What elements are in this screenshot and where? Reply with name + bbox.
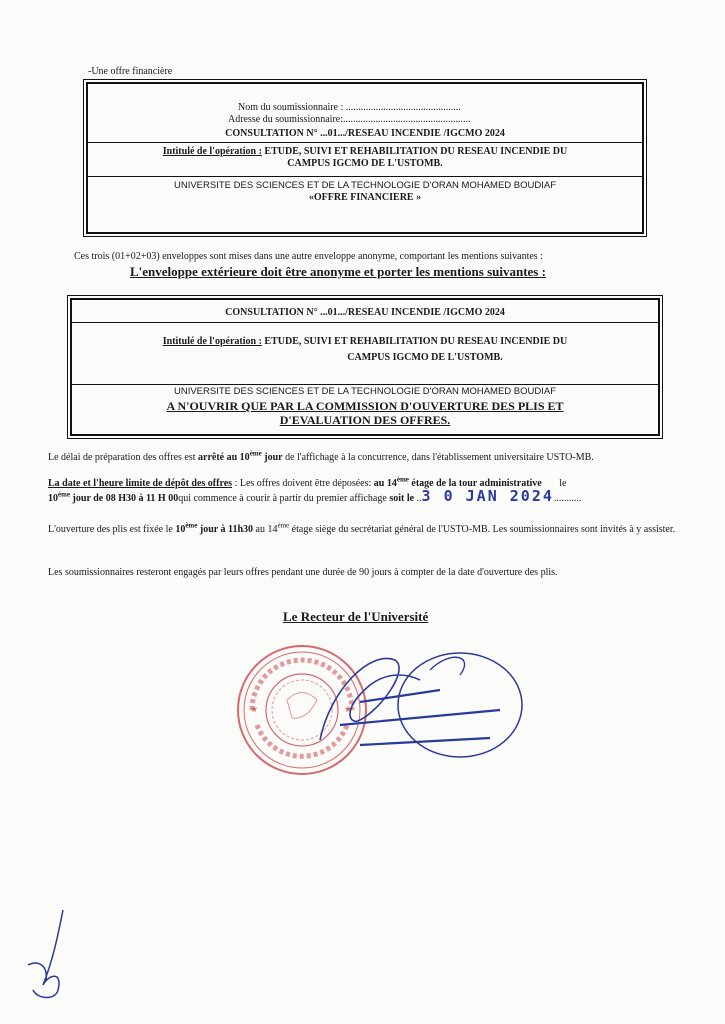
p2-text-a: : Les offres doivent être déposées: <box>232 478 374 489</box>
deadline-paragraph <box>48 475 684 505</box>
commitment-paragraph: Les soumissionnaires resteront engagés par leurs offres pendant une durée de 90 jours à compter de la date d'ouverture des plis. <box>48 567 558 578</box>
p2-sup2: ème <box>58 490 71 499</box>
bidder-name-line: Nom du soumissionnaire : .............................................. <box>238 102 461 113</box>
p2-text-h: soit le <box>389 493 415 504</box>
operation-text-2-2: CAMPUS IGCMO DE L'USTOMB. <box>347 352 503 363</box>
p2-sup1: ème <box>396 475 409 484</box>
svg-text:★: ★ <box>344 704 353 714</box>
p3-text-b: 10 <box>175 524 186 535</box>
consultation-number: CONSULTATION N° ...01.../RESEAU INCENDIE /IGCMO 2024 <box>225 128 505 139</box>
p1-text-b: arrêté au 10 <box>198 452 250 463</box>
p3-text-e: étage siège du secrétariat général de l'USTO-MB. Les soumissionnaires sont invités à y assister. <box>289 524 676 535</box>
signatory-title: Le Recteur de l'Université <box>283 609 429 624</box>
p2-text-g: qui commence à courir à partir du premier affichage <box>178 493 390 504</box>
operation-text-2-1: ETUDE, SUIVI ET REHABILITATION DU RESEAU INCENDIE DU <box>264 336 568 347</box>
p3-text-d: au 14 <box>253 524 278 535</box>
p1-text-a: Le délai de préparation des offres est <box>48 452 199 463</box>
university-name-2: UNIVERSITE DES SCIENCES ET DE LA TECHNOLOGIE D'ORAN MOHAMED BOUDIAF <box>173 386 557 397</box>
p2-dots2: ........... <box>553 493 582 504</box>
p2-text-f: jour de 08 H30 à 11 H 00 <box>70 493 179 504</box>
envelopes-note: Ces trois (01+02+03) enveloppes sont mises dans une autre enveloppe anonyme, comportant les mentions suivantes : <box>74 251 543 262</box>
p2-dots1: .. <box>414 493 422 504</box>
operation-title <box>88 146 642 158</box>
initials-signature-icon <box>18 905 98 1005</box>
p2-text-d: le <box>559 478 567 489</box>
p3-text-c: jour à 11h30 <box>197 524 254 535</box>
p3-sup1: ème <box>185 521 198 530</box>
financial-offer-label: «OFFRE FINANCIERE » <box>308 192 422 203</box>
opening-notice-1: A N'OUVRIR QUE PAR LA COMMISSION D'OUVERTURE DES PLIS ET <box>166 399 564 413</box>
operation-text-2: CAMPUS IGCMO DE L'USTOMB. <box>287 158 443 169</box>
p2-text-c: étage de la tour administrative <box>408 478 542 489</box>
university-name: UNIVERSITE DES SCIENCES ET DE LA TECHNOLOGIE D'ORAN MOHAMED BOUDIAF <box>173 180 557 191</box>
operation-label: Intitulé de l'opération : <box>162 146 262 157</box>
p3-sup2: ème <box>277 521 290 530</box>
consultation-number-2: CONSULTATION N° ...01.../RESEAU INCENDIE /IGCMO 2024 <box>225 307 505 318</box>
financial-offer-box <box>86 82 644 234</box>
bidder-address-line: Adresse du soumissionnaire:................................................... <box>228 114 471 125</box>
svg-text:★: ★ <box>250 704 259 714</box>
opening-paragraph <box>48 521 684 536</box>
operation-label-2: Intitulé de l'opération : <box>162 336 262 347</box>
intro-line: -Une offre financière <box>88 66 173 77</box>
date-stamp: 3 0 JAN 2024 <box>421 487 554 505</box>
operation-title-2 <box>72 336 658 348</box>
rector-signature-icon <box>300 630 530 770</box>
p1-text-c: jour <box>261 452 283 463</box>
envelope-heading: L'enveloppe extérieure doit être anonyme et porter les mentions suivantes : <box>130 264 546 279</box>
p1-sup: ème <box>249 449 262 458</box>
p2-text-e: 10 <box>48 493 58 504</box>
p1-text-d: de l'affichage à la concurrence, dans l'établissement universitaire USTO-MB. <box>282 452 594 463</box>
p3-text-a: L'ouverture des plis est fixée le <box>48 524 176 535</box>
operation-text-1: ETUDE, SUIVI ET REHABILITATION DU RESEAU INCENDIE DU <box>264 146 568 157</box>
preparation-delay-paragraph <box>48 449 684 464</box>
outer-envelope-box <box>70 298 660 436</box>
deadline-label: La date et l'heure limite de dépôt des offres <box>48 478 233 489</box>
opening-notice-2: D'EVALUATION DES OFFRES. <box>279 413 451 427</box>
p2-text-b: au 14 <box>373 478 397 489</box>
